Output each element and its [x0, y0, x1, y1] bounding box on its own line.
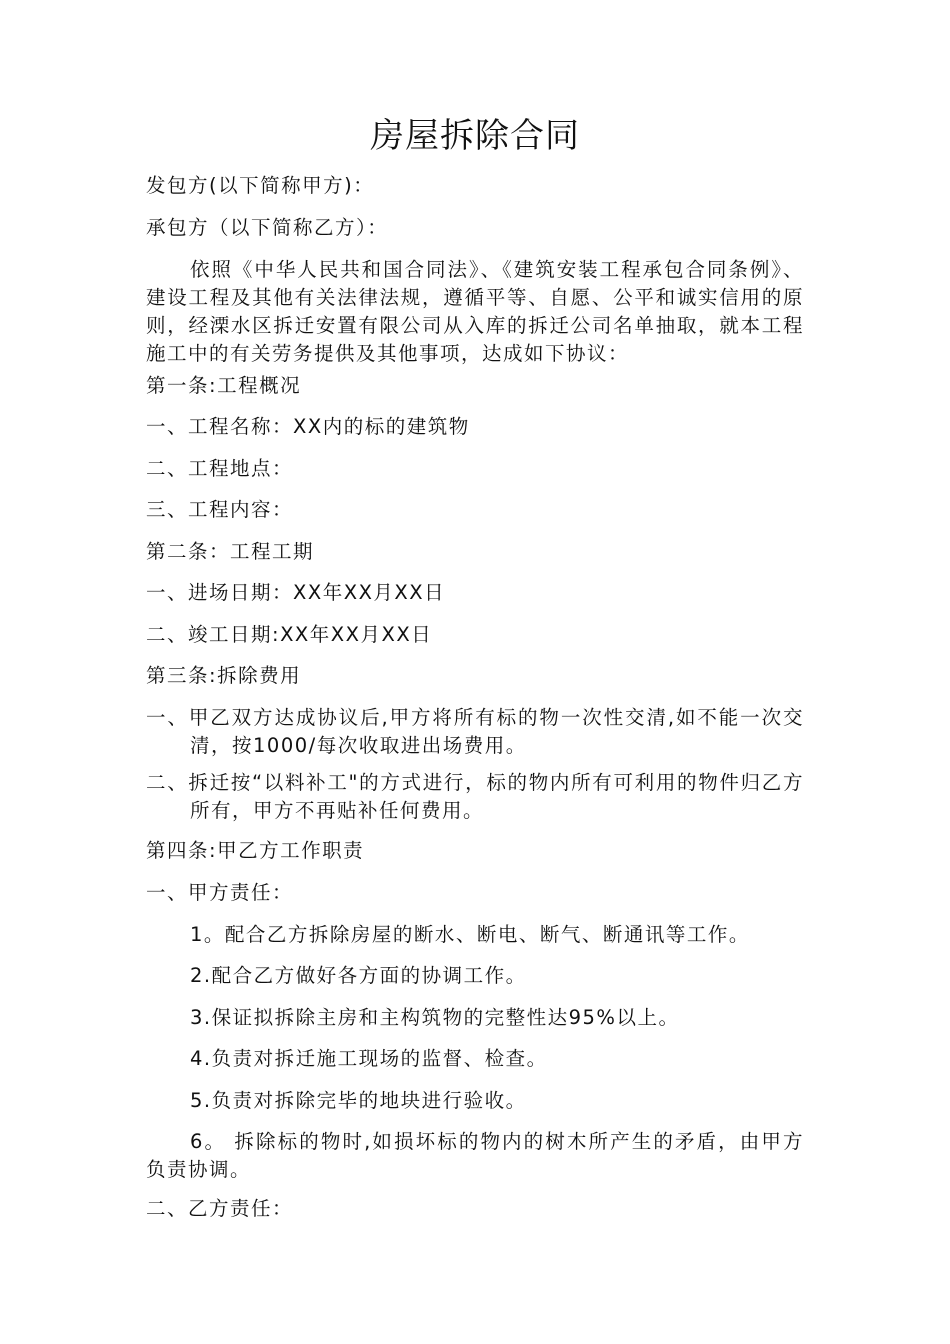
article4-heading: 第四条:甲乙方工作职责: [146, 839, 365, 862]
duty-item-3: 3.保证拟拆除主房和主构筑物的完整性达95%以上。: [190, 1006, 680, 1029]
party-b-duties-heading: 二、乙方责任：: [146, 1197, 294, 1220]
party-a-duties-heading: 一、甲方责任：: [146, 881, 294, 904]
article1-item2: 二、工程地点：: [146, 457, 294, 480]
party-a-line: 发包方(以下简称甲方)：: [146, 174, 375, 197]
preamble-paragraph: 依照《中华人民共和国合同法》、《建筑安装工程承包合同条例》、建设工程及其他有关法律法规，遵循平等、自愿、公平和诚实信用的原则，经溧水区拆迁安置有限公司从入库的拆迁公司名单抽取，就本工程施工中的有关劳务提供及其他事项，达成如下协议：: [146, 258, 804, 365]
article2-heading: 第二条：工程工期: [146, 540, 315, 563]
article2-item2: 二、竣工日期:XX年XX月XX日: [146, 623, 433, 646]
article1-item3: 三、工程内容：: [146, 498, 294, 521]
duty-item-4: 4.负责对拆迁施工现场的监督、检查。: [190, 1047, 548, 1070]
article3-item1: 一、甲乙双方达成协议后,甲方将所有标的物一次性交清,如不能一次交清，按1000/每次收取进出场费用。: [146, 706, 804, 757]
document-title: 房屋拆除合同: [370, 116, 580, 156]
duty-item-5: 5.负责对拆除完毕的地块进行验收。: [190, 1089, 527, 1112]
duty-item-1: 1。配合乙方拆除房屋的断水、断电、断气、断通讯等工作。: [190, 923, 750, 946]
article1-heading: 第一条:工程概况: [146, 374, 302, 397]
article3-item2: 二、拆迁按“以料补工"的方式进行，标的物内所有可利用的物件归乙方所有，甲方不再贴补任何费用。: [146, 771, 804, 822]
article2-item1: 一、进场日期：XX年XX月XX日: [146, 581, 446, 604]
article3-heading: 第三条:拆除费用: [146, 664, 302, 687]
party-b-line: 承包方（以下简称乙方）：: [146, 216, 389, 239]
duty-item-6: 6。 拆除标的物时,如损坏标的物内的树木所产生的矛盾，由甲方负责协调。: [146, 1130, 804, 1181]
duty-item-2: 2.配合乙方做好各方面的协调工作。: [190, 964, 527, 987]
article1-item1: 一、工程名称：XX内的标的建筑物: [146, 415, 470, 438]
